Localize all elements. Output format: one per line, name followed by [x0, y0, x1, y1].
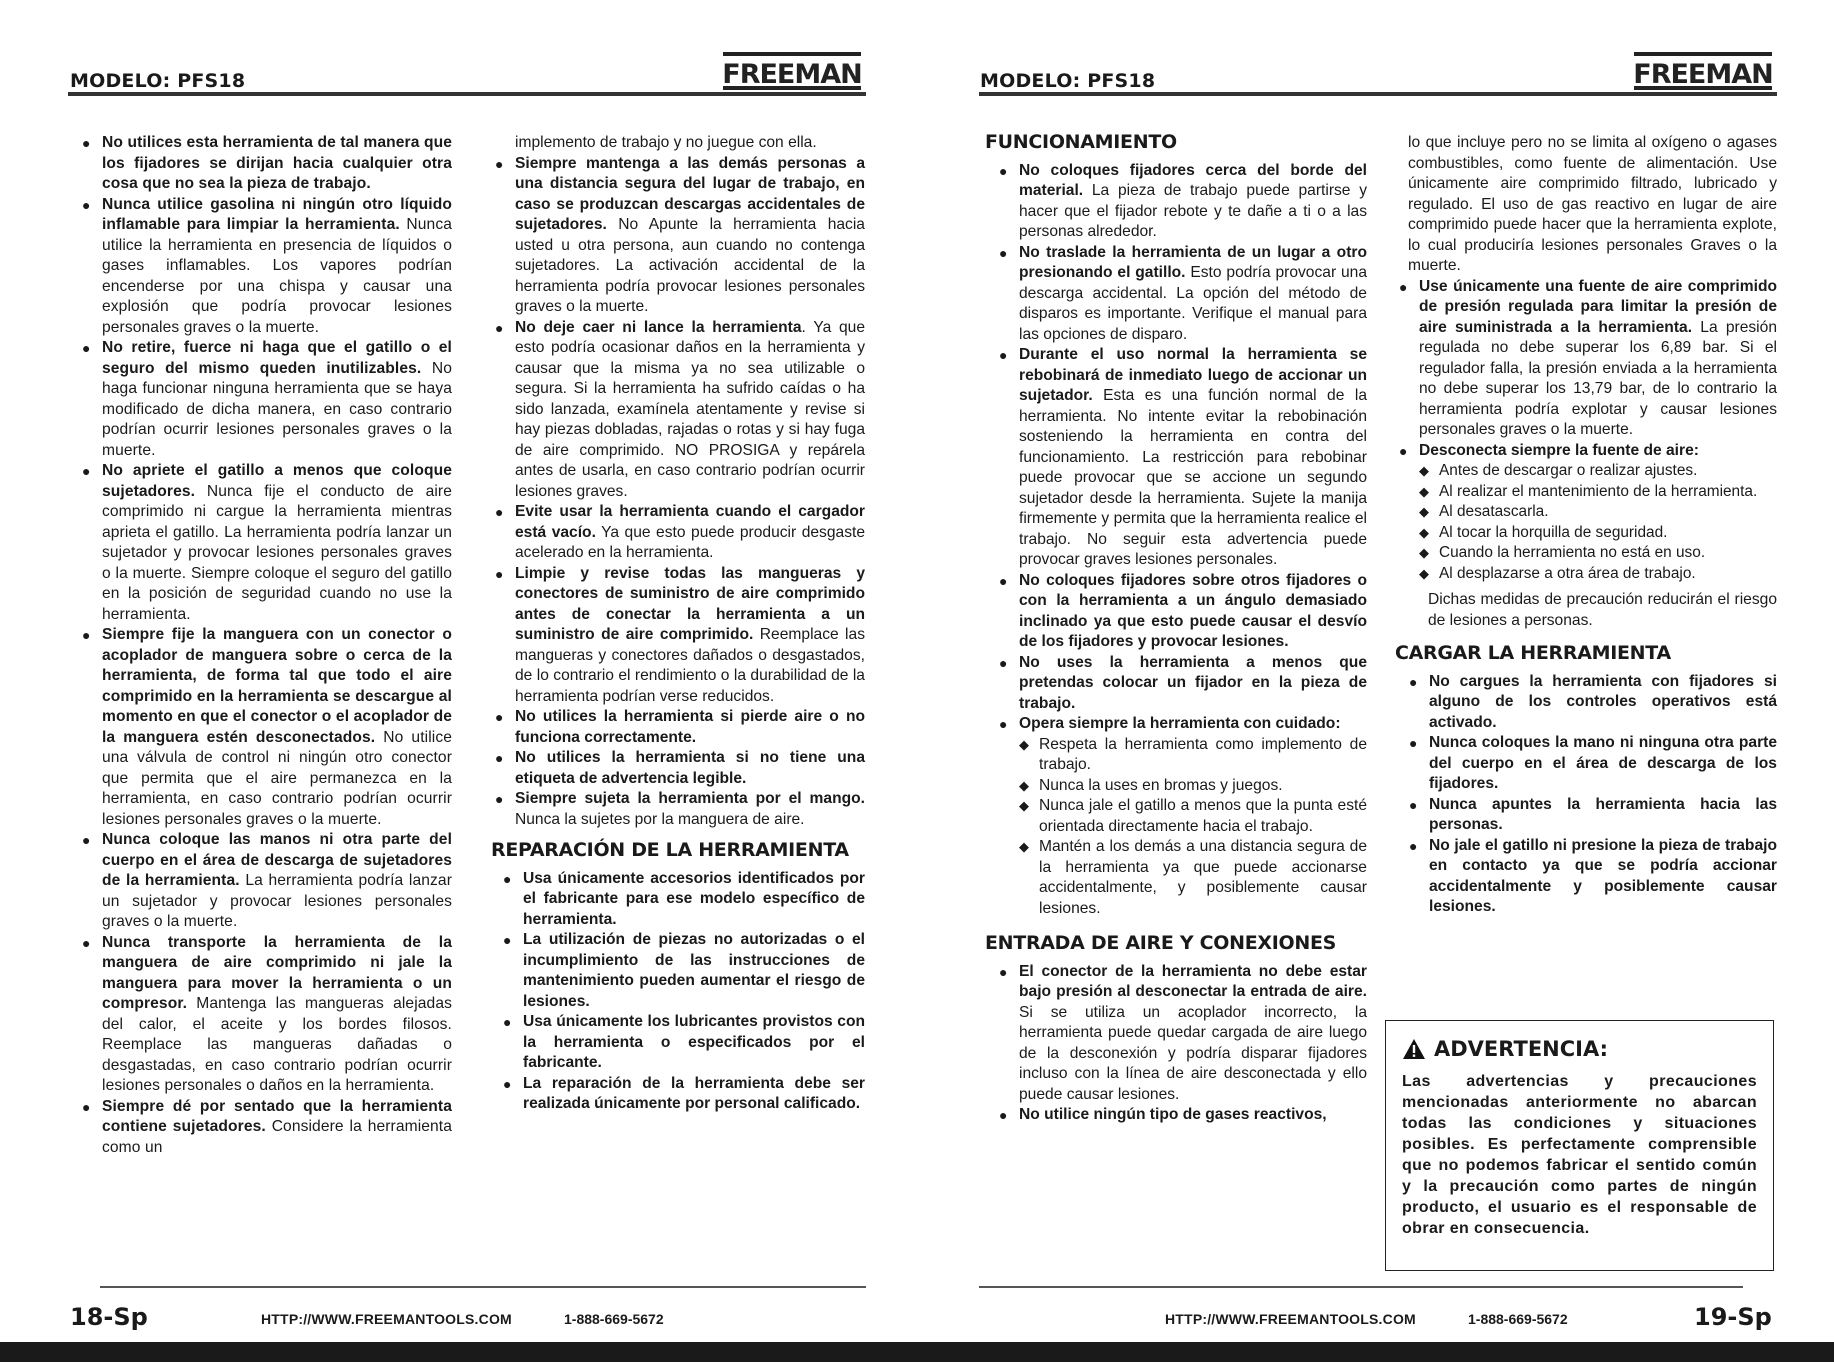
bullet-item: ● No traslade la herramienta de un lugar a otro presionando el gatillo. Esto podría provocar una descarga accidental. La opción del método de disparos es importante. Verifique el manual para las opciones de disparo. [999, 243, 1367, 346]
sub-bullet-item: ◆ Respeta la herramienta como implemento de trabajo. [999, 735, 1367, 776]
freeman-logo [722, 51, 862, 91]
bullet-item: ● Siempre fije la manguera con un conector o acoplador de manguera sobre o cerca de la herramienta, de forma tal que todo el aire comprimido en la herramienta se descargue al momento en que el conector o el acoplador de la manguera estén desconectados. No utilice una válvula de control ni ningún otro conector que permita que el aire permanezca en la herramienta, en caso contrario podrían ocurrir lesiones personales graves o la muerte. [82, 625, 452, 830]
bullet-item: ● Use únicamente una fuente de aire comprimido de presión regulada para limitar la presión de aire suministrada a la herramienta. La presión regulada no debe superar los 6,89 bar. Si el regulador falla, la presión enviada a la herramienta no debe superar los 13,79 bar, de lo contrario la herramienta podría explotar y causar lesiones personales graves o la muerte. [1399, 277, 1777, 441]
bullet-item: ● No utilices la herramienta si no tiene una etiqueta de advertencia legible. [495, 748, 865, 789]
bullet-item: ● Durante el uso normal la herramienta se rebobinará de inmediato luego de accionar un sujetador. Esta es una función normal de la herramienta. No intente evitar la rebobinación sosteniendo la herramienta en contra del funcionamiento. La restricción para rebobinar puede provocar que se accione un segundo sujetador desde la herramienta. Sujete la manija firmemente y permita que la herramienta realice el trabajo. No seguir esta advertencia puede provocar graves lesiones personales. [999, 345, 1367, 571]
svg-text:FREEMAN: FREEMAN [1633, 59, 1773, 90]
left-column-2 [491, 133, 865, 1115]
bullet-item: ● No cargues la herramienta con fijadores si alguno de los controles operativos está activado. [1409, 672, 1777, 734]
precaution-note: Dichas medidas de precaución reducirán el riesgo de lesiones a personas. [1428, 591, 1777, 629]
bullet-item: ● No coloques fijadores sobre otros fijadores o con la herramienta a un ángulo demasiado inclinado ya que esto puede causar el desvío de los fijadores y provocar lesiones. [999, 571, 1367, 653]
sub-bullet-item: ◆ Al desatascarla. [1399, 502, 1777, 523]
warning-box [1385, 1020, 1774, 1271]
bullet-item: ● El conector de la herramienta no debe estar bajo presión al desconectar la entrada de aire. Si se utiliza un acoplador incorrecto, la herramienta puede quedar cargada de aire luego de la desconexión y podría disparar fijadores incluso con la línea de aire desconectada y ello puede causar lesiones. [999, 962, 1367, 1106]
bullet-item: ● Siempre dé por sentado que la herramienta contiene sujetadores. Considere la herramienta como un [82, 1097, 452, 1159]
bullet-item: ● No utilices esta herramienta de tal manera que los fijadores se dirijan hacia cualquier otra cosa que no sea la pieza de trabajo. [82, 133, 452, 195]
model-label: MODELO: PFS18 [980, 70, 1156, 92]
bullet-item: ● Desconecta siempre la fuente de aire: [1399, 441, 1777, 462]
sub-bullet-item: ◆ Al realizar el mantenimiento de la herramienta. [1399, 482, 1777, 503]
bullet-item: ● Nunca coloques la mano ni ninguna otra parte del cuerpo en el área de descarga de los fijadores. [1409, 733, 1777, 795]
page-number: 19-Sp [1694, 1303, 1772, 1331]
bullet-item: ● No apriete el gatillo a menos que coloque sujetadores. Nunca fije el conducto de aire comprimido ni cargue la herramienta mientras aprieta el gatillo. La herramienta podría lanzar un sujetador y provocar lesiones personales graves o la muerte. Siempre coloque el seguro del gatillo en la posición de seguridad cuando no use la herramienta. [82, 461, 452, 625]
scan-edge [0, 1342, 1834, 1362]
header-rule [979, 92, 1777, 96]
freeman-logo [1633, 51, 1773, 91]
warning-heading: ADVERTENCIA: [1402, 1037, 1773, 1061]
sub-bullet-item: ◆ Antes de descargar o realizar ajustes. [1399, 461, 1777, 482]
bullet-item: ● No coloques fijadores cerca del borde del material. La pieza de trabajo puede partirse y hacer que el fijador rebote y te dañe a ti o a las personas alrededor. [999, 161, 1367, 243]
continued-text: implemento de trabajo y no juegue con ella. [515, 134, 817, 151]
bullet-item: ● Siempre sujeta la herramienta por el mango. Nunca la sujetes por la manguera de aire. [495, 789, 865, 830]
sub-bullet-item: ◆ Nunca la uses en bromas y juegos. [999, 776, 1367, 797]
right-column-1 [985, 131, 1367, 1126]
bullet-item: ● No jale el gatillo ni presione la pieza de trabajo en contacto ya que se podría accionar accidentalmente y posiblemente causar lesiones. [1409, 836, 1777, 918]
sub-bullet-item: ◆ Cuando la herramienta no está en uso. [1399, 543, 1777, 564]
website-url: HTTP://WWW.FREEMANTOOLS.COM [1165, 1311, 1416, 1327]
bullet-item: ● Nunca apuntes la herramienta hacia las personas. [1409, 795, 1777, 836]
bullet-item: ● Opera siempre la herramienta con cuidado: [999, 714, 1367, 735]
bullet-item: ● No retire, fuerce ni haga que el gatillo o el seguro del mismo queden inutilizables. No haga funcionar ninguna herramienta que se haya modificado de dicha manera, en caso contrario podrían ocurrir lesiones personales graves o la muerte. [82, 338, 452, 461]
sub-bullet-item: ◆ Nunca jale el gatillo a menos que la punta esté orientada directamente hacia el trabajo. [999, 796, 1367, 837]
bullet-item: ● No deje caer ni lance la herramienta. Ya que esto podría ocasionar daños en la herramienta y causar que la misma ya no sea utilizable o segura. Si la herramienta ha sufrido caídas o ha sido lanzada, examínela atentamente y revise si hay piezas dobladas, rajadas o rotas y si hay fuga de aire comprimido. NO PROSIGA y repárela antes de usarla, en caso contrario podrían ocurrir lesiones graves. [495, 318, 865, 503]
sub-bullet-item: ◆ Mantén a los demás a una distancia segura de la herramienta ya que puede accionarse accidentalmente, y posiblemente causar lesiones. [999, 837, 1367, 919]
sub-bullet-item: ◆ Al tocar la horquilla de seguridad. [1399, 523, 1777, 544]
phone-number: 1-888-669-5672 [1468, 1311, 1568, 1327]
model-label: MODELO: PFS18 [70, 70, 246, 92]
air-heading: ENTRADA DE AIRE Y CONEXIONES [985, 932, 1337, 954]
footer-rule [979, 1286, 1743, 1288]
left-column-1 [82, 133, 452, 1158]
bullet-item: ● Siempre mantenga a las demás personas a una distancia segura del lugar de trabajo, en caso se produzcan descargas accidentales de sujetadores. No Apunte la herramienta hacia usted u otra persona, aun cuando no contenga sujetadores. La activación accidental de la herramienta podría provocar lesiones personales graves o la muerte. [495, 154, 865, 318]
footer-rule [100, 1286, 866, 1288]
warning-text: Las advertencias y precauciones mencionadas anteriormente no abarcan todas las condiciones y situaciones posibles. Es perfectamente comprensible que no podemos fabricar el sentido común y la precaución como partes de ningún producto, el usuario es el responsable de obrar en consecuencia. [1402, 1073, 1757, 1237]
svg-text:FREEMAN: FREEMAN [722, 59, 862, 90]
header-rule [68, 92, 866, 96]
continued-text: lo que incluye pero no se limita al oxígeno o agases combustibles, como fuente de alimentación. Use únicamente aire comprimido filtrado, lubricado y regulado. El uso de gas reactivo en lugar de aire comprimido puede hacer que la herramienta explote, lo cual produciría lesiones personales Graves o la muerte. [1408, 134, 1777, 274]
load-heading: CARGAR LA HERRAMIENTA [1395, 642, 1671, 664]
warning-triangle-icon [1402, 1038, 1426, 1060]
bullet-item: ● Nunca utilice gasolina ni ningún otro líquido inflamable para limpiar la herramienta. Nunca utilice la herramienta en presencia de líquidos o gases inflamables. Los vapores podrían encenderse por una chispa y causar una explosión que podría provocar lesiones personales graves o la muerte. [82, 195, 452, 339]
bullet-item: ● No utilices la herramienta si pierde aire o no funciona correctamente. [495, 707, 865, 748]
website-url: HTTP://WWW.FREEMANTOOLS.COM [261, 1311, 512, 1327]
phone-number: 1-888-669-5672 [564, 1311, 664, 1327]
operation-heading: FUNCIONAMIENTO [985, 131, 1177, 153]
bullet-item: ● La utilización de piezas no autorizadas o el incumplimiento de las instrucciones de mantenimiento pueden aumentar el riesgo de lesiones. [503, 930, 865, 1012]
right-column-2 [1395, 133, 1777, 918]
bullet-item: ● Nunca coloque las manos ni otra parte del cuerpo en el área de descarga de sujetadores de la herramienta. La herramienta podría lanzar un sujetador y provocar lesiones personales graves o la muerte. [82, 830, 452, 933]
bullet-item: ● No uses la herramienta a menos que pretendas colocar un fijador en la pieza de trabajo. [999, 653, 1367, 715]
sub-bullet-item: ◆ Al desplazarse a otra área de trabajo. [1399, 564, 1777, 585]
bullet-item: ● Evite usar la herramienta cuando el cargador está vacío. Ya que esto puede producir desgaste acelerado en la herramienta. [495, 502, 865, 564]
bullet-item: ● La reparación de la herramienta debe ser realizada únicamente por personal calificado. [503, 1074, 865, 1115]
bullet-item: ● Nunca transporte la herramienta de la manguera de aire comprimido ni jale la manguera para mover la herramienta o un compresor. Mantenga las mangueras alejadas del calor, el aceite y los bordes filosos. Reemplace las mangueras dañadas o desgastadas, en caso contrario podrían ocurrir lesiones personales o daños en la herramienta. [82, 933, 452, 1097]
bullet-item: ● Limpie y revise todas las mangueras y conectores de suministro de aire comprimido antes de conectar la herramienta a un suministro de aire comprimido. Reemplace las mangueras y conectores dañados o desgastados, de lo contrario el rendimiento o la durabilidad de la herramienta podrían verse reducidos. [495, 564, 865, 708]
bullet-item: ● No utilice ningún tipo de gases reactivos, [999, 1105, 1367, 1126]
bullet-item: ● Usa únicamente accesorios identificados por el fabricante para ese modelo específico de herramienta. [503, 869, 865, 931]
bullet-item: ● Usa únicamente los lubricantes provistos con la herramienta o especificados por el fabricante. [503, 1012, 865, 1074]
right-page [917, 0, 1834, 1362]
repair-heading: REPARACIÓN DE LA HERRAMIENTA [491, 839, 849, 861]
page-number: 18-Sp [70, 1303, 148, 1331]
